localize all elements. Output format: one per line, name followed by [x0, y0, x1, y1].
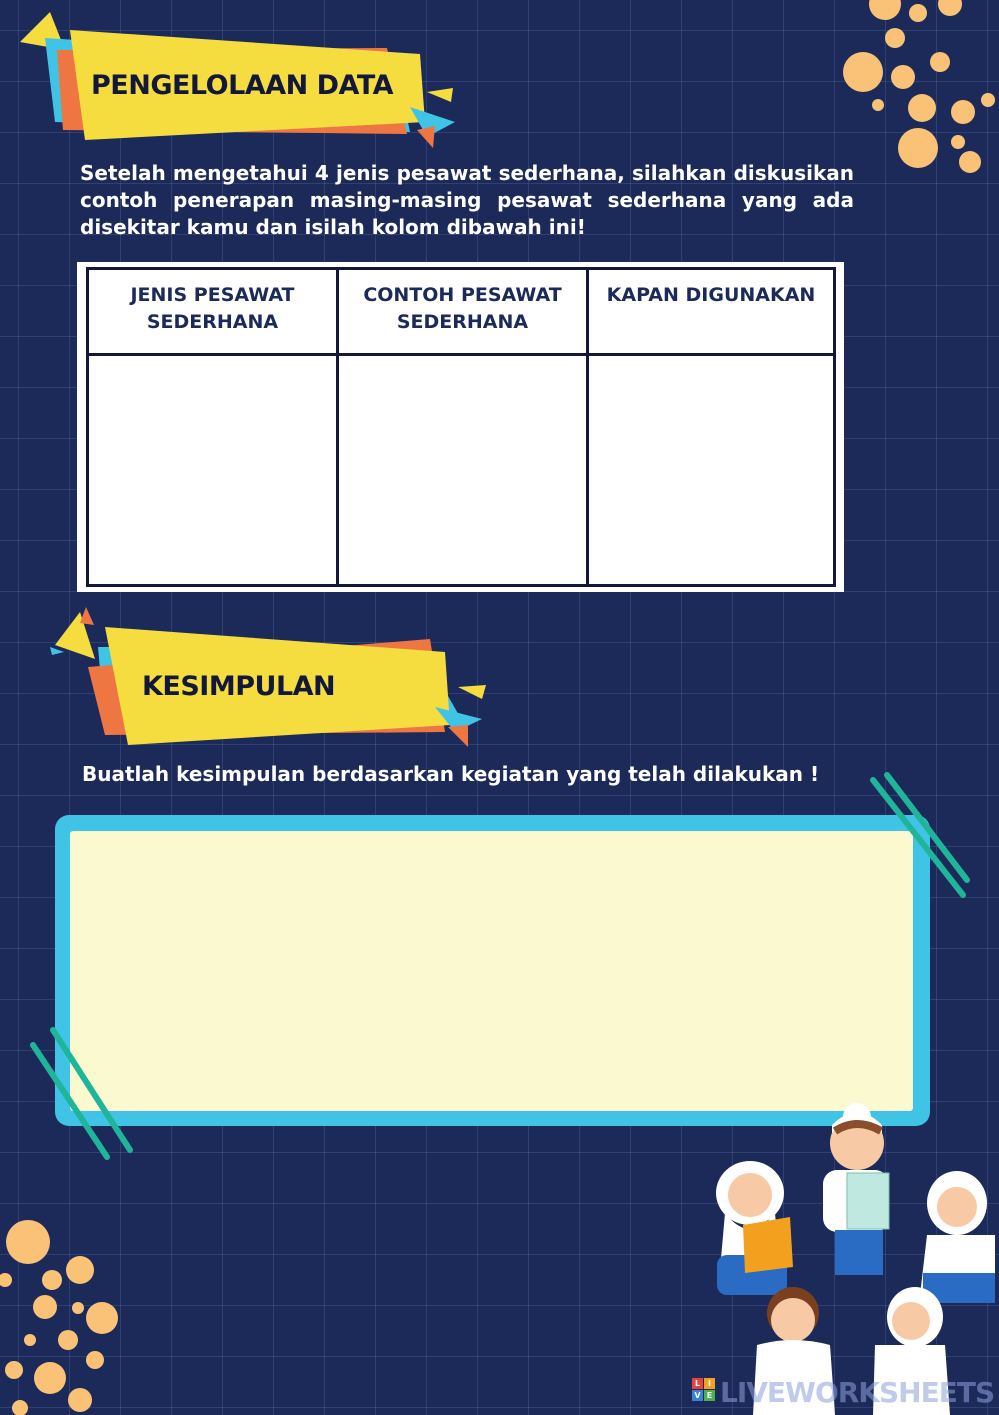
data-table — [86, 267, 836, 587]
table-cell-contoh[interactable] — [338, 355, 588, 586]
decorative-dots-bottom-left — [0, 1210, 140, 1415]
decorative-strokes-bottom-left — [25, 1025, 140, 1165]
decorative-dots-top-right — [830, 0, 999, 190]
boy-standing — [823, 1103, 889, 1275]
column-header-jenis: JENIS PESAWAT SEDERHANA — [88, 269, 338, 355]
section-banner-kesimpulan — [50, 607, 490, 752]
liveworksheets-watermark: LIVEWORKSHEETS — [720, 1376, 995, 1409]
table-cell-jenis[interactable] — [88, 355, 338, 586]
girl-right — [920, 1171, 995, 1303]
column-header-contoh: CONTOH PESAWAT SEDERHANA — [338, 269, 588, 355]
section-title: KESIMPULAN — [142, 671, 336, 702]
table-row — [88, 355, 835, 586]
decorative-strokes-top-right — [865, 770, 975, 905]
instruction-text: Setelah mengetahui 4 jenis pesawat sederhana, silahkan diskusikan contoh penerapan masing-masing pesawat sederhana yang ada disekitar kamu dan isilah kolom dibawah ini! — [80, 161, 854, 239]
children-reading-illustration — [695, 1095, 995, 1415]
girl-with-book — [716, 1161, 793, 1295]
column-header-kapan: KAPAN DIGUNAKAN — [588, 269, 835, 355]
data-table-container — [77, 262, 844, 592]
liveworksheets-logo-icon: L I V E — [692, 1378, 716, 1402]
table-header-row — [88, 269, 835, 355]
conclusion-answer-field[interactable] — [70, 831, 913, 1111]
section-title: PENGELOLAAN DATA — [91, 70, 394, 101]
conclusion-answer-box — [55, 815, 930, 1126]
conclusion-instruction: Buatlah kesimpulan berdasarkan kegiatan yang telah dilakukan ! — [82, 762, 820, 786]
table-cell-kapan[interactable] — [588, 355, 835, 586]
section-banner-pengelolaan-data — [15, 12, 465, 152]
